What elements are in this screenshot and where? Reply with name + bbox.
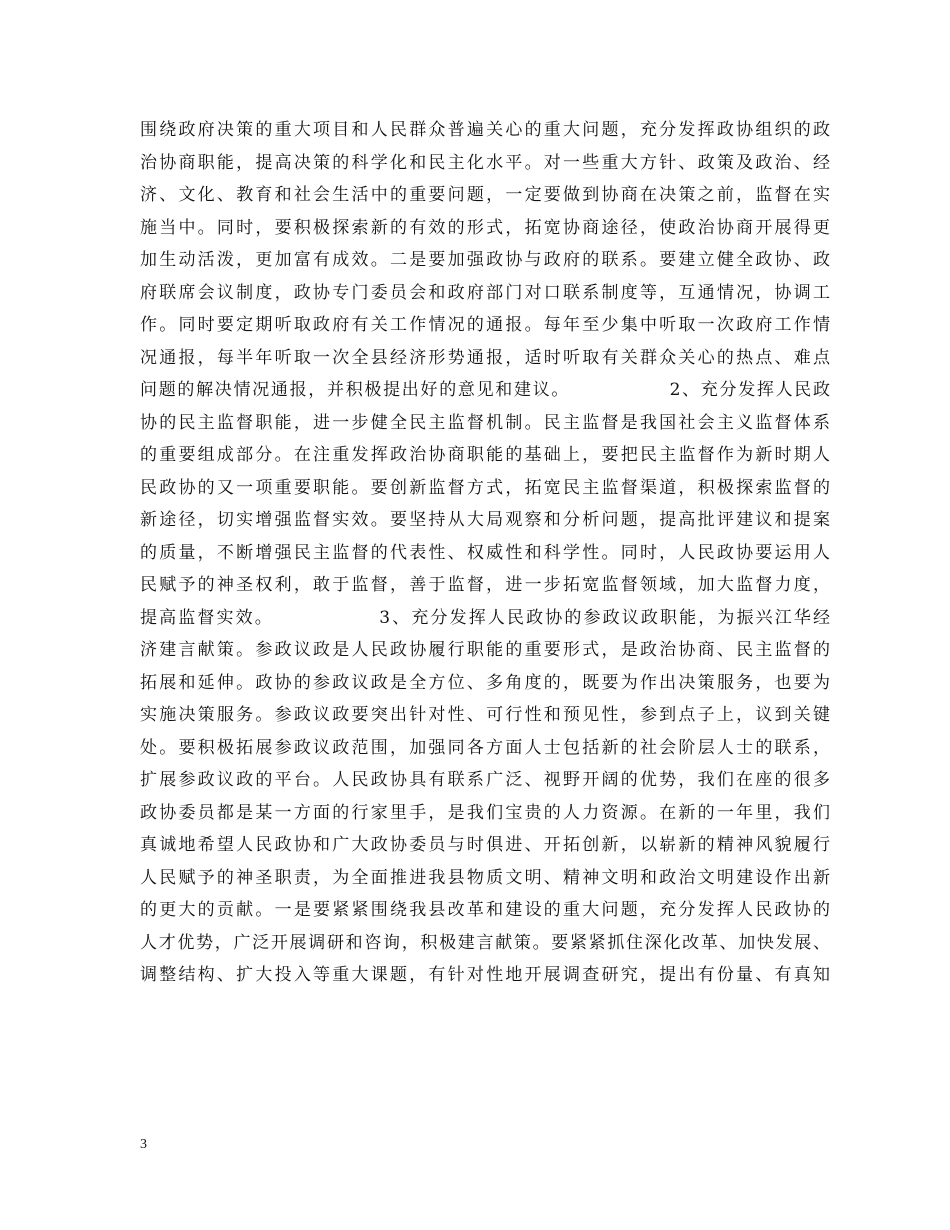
text-line: 协的民主监督职能，进一步健全民主监督机制。民主监督是我国社会主义监督体系 <box>140 412 830 433</box>
text-line: 政协委员都是某一方面的行家里手，是我们宝贵的人力资源。在新的一年里，我们 <box>140 802 830 823</box>
text-line: 府联席会议制度，政协专门委员会和政府部门对口联系制度等，互通情况，协调工 <box>140 282 830 303</box>
text-line: 民赋予的神圣权利，敢于监督，善于监督，进一步拓宽监督领域，加大监督力度， <box>140 575 830 595</box>
text-line: 加生动活泼，更加富有成效。二是要加强政协与政府的联系。要建立健全政协、政 <box>140 250 830 270</box>
body-text <box>140 114 830 992</box>
text-line: 况通报，每半年听取一次全县经济形势通报，适时听取有关群众关心的热点、难点 <box>140 347 830 368</box>
text-line: 实施决策服务。参政议政要突出针对性、可行性和预见性，参到点子上，议到关键 <box>140 705 830 725</box>
text-line: 作。同时要定期听取政府有关工作情况的通报。每年至少集中听取一次政府工作情 <box>140 315 830 335</box>
text-line: 人才优势，广泛开展调研和咨询，积极建言献策。要紧紧抓住深化改革、加快发展、 <box>140 932 830 953</box>
text-line: 人民赋予的神圣职责，为全面推进我县物质文明、精神文明和政治文明建设作出新 <box>140 867 830 888</box>
text-line: 拓展和延伸。政协的参政议政是全方位、多角度的，既要为作出决策服务，也要为 <box>140 672 830 693</box>
text-line: 济建言献策。参政议政是人民政协履行职能的重要形式，是政治协商、民主监督的 <box>140 640 830 660</box>
text-line: 施当中。同时，要积极探索新的有效的形式，拓宽协商途径，使政治协商开展得更 <box>140 217 830 238</box>
text-line: 围绕政府决策的重大项目和人民群众普遍关心的重大问题，充分发挥政协组织的政 <box>140 120 830 140</box>
text-line: 处。要积极拓展参政议政范围，加强同各方面人士包括新的社会阶层人士的联系， <box>140 737 830 758</box>
text-line: 济、文化、教育和社会生活中的重要问题，一定要做到协商在决策之前，监督在实 <box>140 185 830 205</box>
text-line: 真诚地希望人民政协和广大政协委员与时俱进、开拓创新，以崭新的精神风貌履行 <box>140 835 830 855</box>
text-line: 民政协的又一项重要职能。要创新监督方式，拓宽民主监督渠道，积极探索监督的 <box>140 477 830 498</box>
text-line: 扩展参政议政的平台。人民政协具有联系广泛、视野开阔的优势，我们在座的很多 <box>140 770 830 790</box>
text-line: 调整结构、扩大投入等重大课题，有针对性地开展调查研究，提出有份量、有真知 <box>140 965 830 985</box>
text-line: 提高监督实效。 3、充分发挥人民政协的参政议政职能，为振兴江华经 <box>140 607 830 628</box>
text-line: 治协商职能，提高决策的科学化和民主化水平。对一些重大方针、政策及政治、经 <box>140 152 830 173</box>
text-line: 的更大的贡献。一是要紧紧围绕我县改革和建设的重大问题，充分发挥人民政协的 <box>140 900 830 920</box>
page-number: 3 <box>140 1137 147 1152</box>
text-line: 问题的解决情况通报，并积极提出好的意见和建议。 2、充分发挥人民政 <box>140 380 830 400</box>
text-line: 新途径，切实增强监督实效。要坚持从大局观察和分析问题，提高批评建议和提案 <box>140 510 830 530</box>
text-line: 的重要组成部分。在注重发挥政治协商职能的基础上，要把民主监督作为新时期人 <box>140 445 830 465</box>
text-line: 的质量，不断增强民主监督的代表性、权威性和科学性。同时，人民政协要运用人 <box>140 542 830 563</box>
